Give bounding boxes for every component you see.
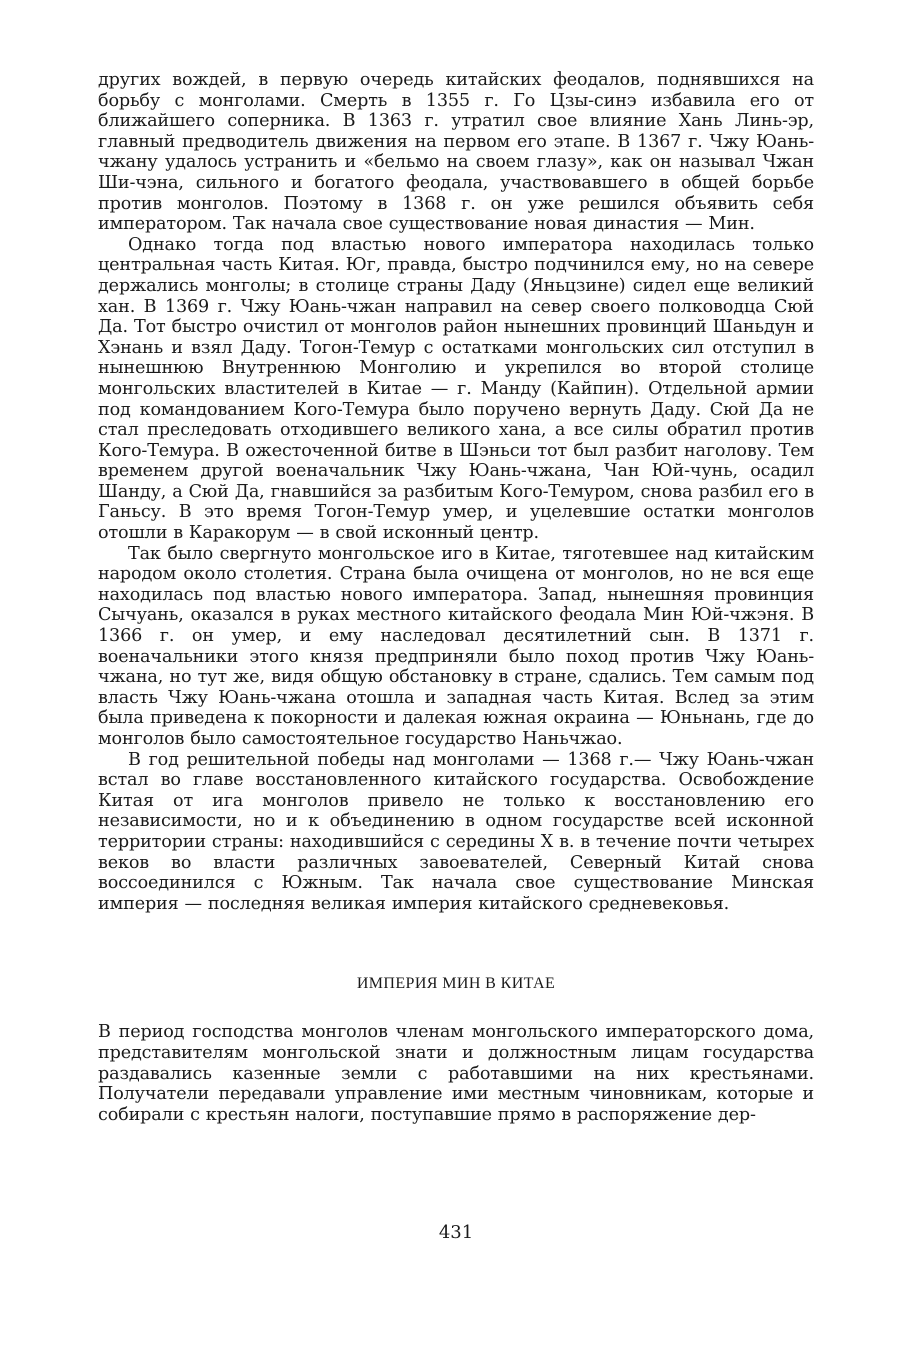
paragraph-2: Однако тогда под властью нового императора находилась только центральная часть Китая. Юг, правда, быстро подчинился ему, но на севере держались монголы; в столице страны Даду (Яньцзине) сидел еще великий хан. В 1369 г. Чжу Юань-чжан направил на север своего полководца Сюй Да. Тот быстро очистил от монголов район нынешних провинций Шаньдун и Хэнань и взял Даду. Тогон-Темур с остатками монгольских сил отступил в нынешнюю Внутреннюю Монголию и укрепился во второй столице монгольских властителей в Китае — г. Манду (Кайпин). Отдельной армии под командованием Кого-Темура было поручено вернуть Даду. Сюй Да не стал преследовать отходившего великого хана, а все силы обратил против Кого-Темура. В ожесточенной битве в Шэньси тот был разбит наголову. Тем временем другой военачальник Чжу Юань-чжана, Чан Юй-чунь, осадил Шанду, а Сюй Да, гнавшийся за разбитым Кого-Темуром, снова разбил его в Ганьсу. В это время Тогон-Темур умер, и уцелевшие остатки монголов отошли в Каракорум — в свой исконный центр. bbox=[98, 234, 814, 544]
page-body bbox=[98, 70, 814, 1125]
section-paragraph: В период господства монголов членам монгольского императорского дома, представителям монгольской знати и должностным лицам государства раздавались казенные земли с работавшими на них крестьянами. Получатели передавали управление ими местным чиновникам, которые и собирали с крестьян налоги, поступавшие прямо в распоряжение дер- bbox=[98, 1022, 814, 1125]
section-heading: ИМПЕРИЯ МИН В КИТАЕ bbox=[356, 975, 556, 993]
paragraph-4: В год решительной победы над монголами — 1368 г.— Чжу Юань-чжан встал во главе восстановленного китайского государства. Освобождение Китая от ига монголов привело не только к восстановлению его независимости, но и к объединению в одном государстве всей исконной территории страны: находившийся с середины X в. в течение почти четырех веков во власти различных завоевателей, Северный Китай снова воссоединился с Южным. Так начала свое существование Минская империя — последняя великая империя китайского средневековья. bbox=[98, 749, 814, 914]
paragraph-3: Так было свергнуто монгольское иго в Китае, тяготевшее над китайским народом около столетия. Страна была очищена от монголов, но не вся еще находилась под властью нового императора. Запад, нынешняя провинция Сычуань, оказался в руках местного китайского феодала Мин Юй-чжэня. В 1366 г. он умер, и ему наследовал десятилетний сын. В 1371 г. военачальники этого князя предприняли было поход против Чжу Юань-чжана, но тут же, видя общую обстановку в стране, сдались. Тем самым под власть Чжу Юань-чжана отошла и западная часть Китая. Вслед за этим была приведена к покорности и далекая южная окраина — Юньнань, где до монголов было самостоятельное государство Наньчжао. bbox=[98, 543, 814, 749]
paragraph-1: других вождей, в первую очередь китайских феодалов, поднявшихся на борьбу с монголами. Смерть в 1355 г. Го Цзы-синэ избавила его от ближайшего соперника. В 1363 г. утратил свое влияние Хань Линь-эр, главный предводитель движения на первом его этапе. В 1367 г. Чжу Юань-чжану удалось устранить и «бельмо на своем глазу», как он называл Чжан Ши-чэна, сильного и богатого феодала, участвовавшего в общей борьбе против монголов. Поэтому в 1368 г. он уже решился объявить себя императором. Так начала свое существование новая династия — Мин. bbox=[98, 70, 814, 235]
page-number: 431 bbox=[438, 1222, 474, 1243]
